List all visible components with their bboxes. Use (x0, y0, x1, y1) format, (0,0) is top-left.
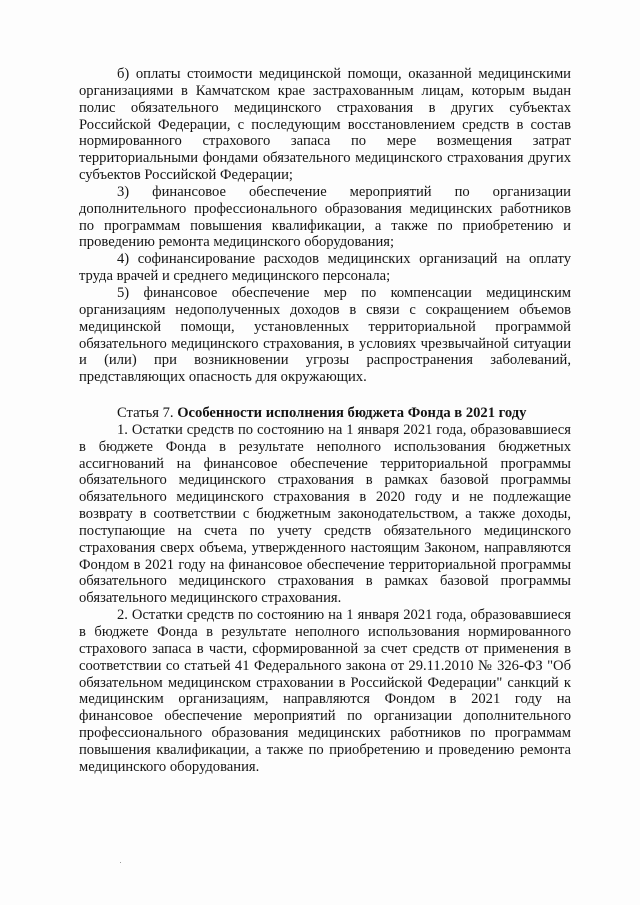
article-7-heading (79, 405, 571, 422)
article-7-title: Особенности исполнения бюджета Фонда в 2021 году (177, 405, 527, 422)
list-item-4: 4) софинансирование расходов медицинских организаций на оплату труда врачей и среднего медицинского персонала; (79, 251, 571, 285)
list-item-5: 5) финансовое обеспечение мер по компенсации медицинским организациям недополученных доходов в связи с сокращением объемов медицинской помощи, установленных территориальной программой обязательного медицинского страхования, в условиях чрезвычайной ситуации и (или) при возникновении угрозы распространения заболеваний, представляющих опасность для окружающих. (79, 284, 571, 386)
document-body (79, 66, 571, 776)
article-7-paragraph-2: 2. Остатки средств по состоянию на 1 января 2021 года, образовавшиеся в бюджете Фонда в результате неполного использования нормированного страхового запаса в части, сформированной за счет средств от применения в соответствии со статьей 41 Федерального закона от 29.11.2010 № 326-ФЗ "Об обязательном медицинском страховании в Российской Федерации" санкций к медицинским организациям, направляются Фондом в 2021 году на финансовое обеспечение мероприятий по организации дополнительного профессионального образования медицинских работников по программам повышения квалификации, а также по приобретению и проведению ремонта медицинского оборудования. (79, 607, 571, 775)
article-7-label: Статья 7. (117, 405, 174, 422)
list-item-b: б) оплаты стоимости медицинской помощи, оказанной медицинскими организациями в Камчатском крае застрахованным лицам, которым выдан полис обязательного медицинского страхования в других субъектах Российской Федерации, с последующим восстановлением средств в состав нормированного страхового запаса по мере возмещения затрат территориальными фондами обязательного медицинского страхования других субъектов Российской Федерации; (79, 66, 571, 184)
scan-speck (120, 862, 121, 863)
list-item-3: 3) финансовое обеспечение мероприятий по организации дополнительного профессионального образования медицинских работников по программам повышения квалификации, а также по приобретению и проведению ремонта медицинского оборудования; (79, 183, 571, 251)
article-7-paragraph-1: 1. Остатки средств по состоянию на 1 января 2021 года, образовавшиеся в бюджете Фонда в результате неполного использования бюджетных ассигнований на финансовое обеспечение территориальной программы обязательного медицинского страхования в рамках базовой программы обязательного медицинского страхования в 2020 году и не подлежащие возврату в соответствии с бюджетным законодательством, а также доходы, поступающие на счета по учету средств обязательного медицинского страхования сверх объема, утвержденного настоящим Законом, направляются Фондом в 2021 году на финансовое обеспечение территориальной программы обязательного медицинского страхования в рамках базовой программы обязательного медицинского страхования. (79, 421, 571, 607)
